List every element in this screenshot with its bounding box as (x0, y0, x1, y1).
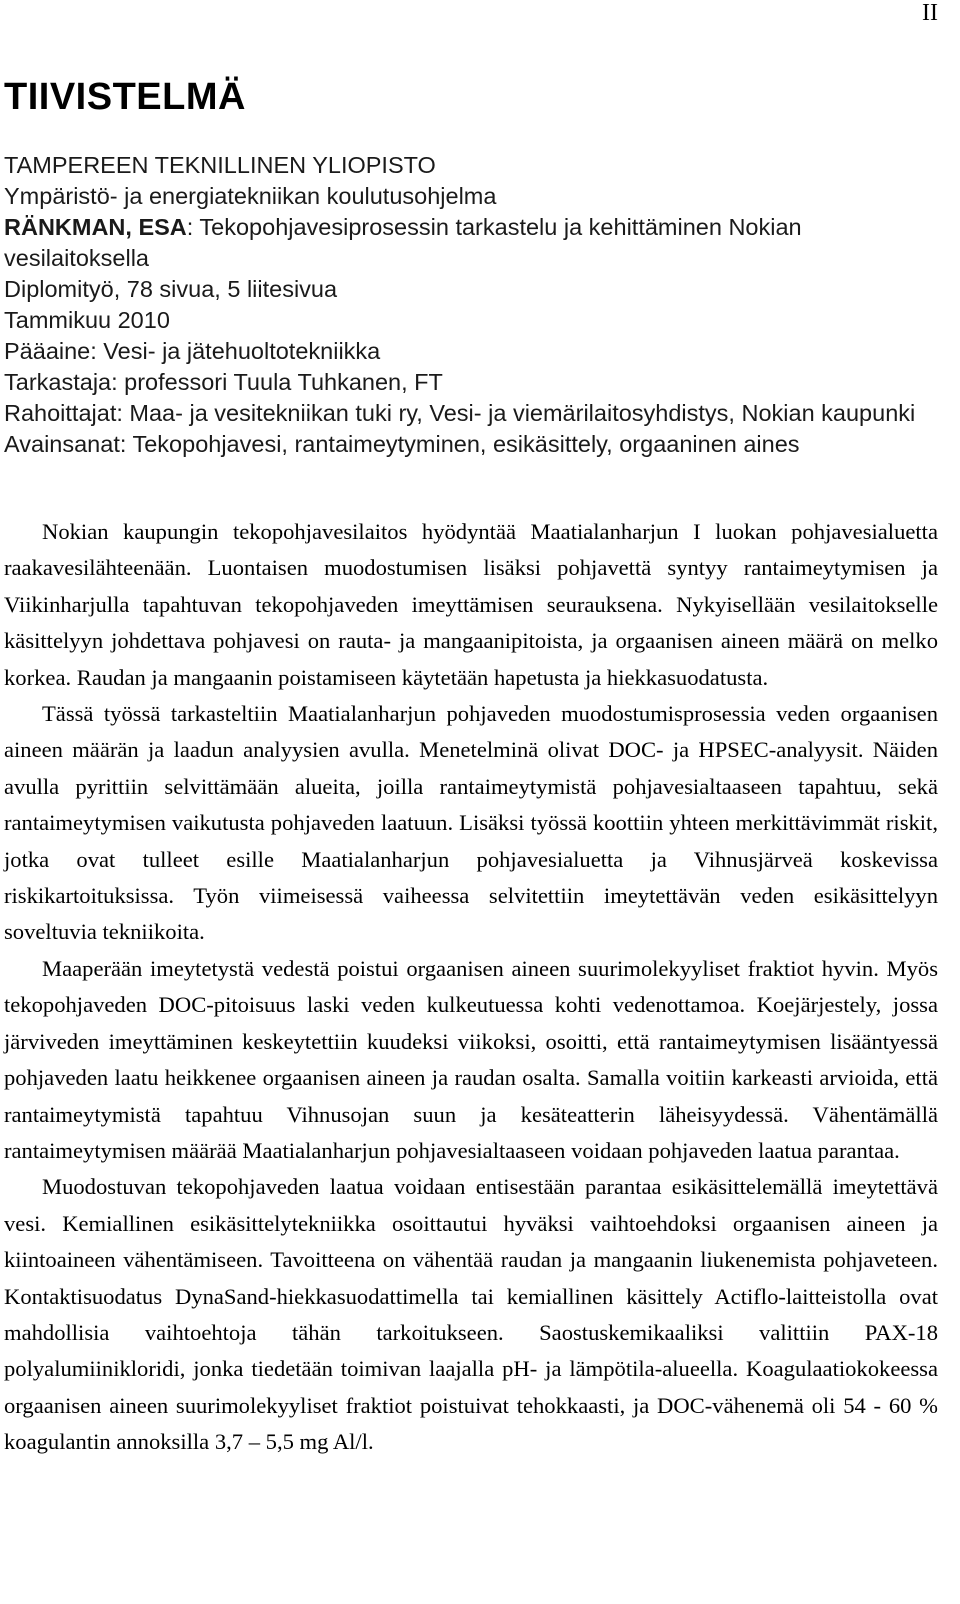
university-line: TAMPEREEN TEKNILLINEN YLIOPISTO (4, 152, 436, 178)
abstract-paragraph: Muodostuvan tekopohjaveden laatua voidaan entisestään parantaa esikäsittelemällä imeytettävä vesi. Kemiallinen esikäsittelytekniikka osoittautui hyväksi vaihtoehdoksi orgaanisen aineen ja kiintoaineen vähentämiseen. Tavoitteena on vähentää raudan ja mangaanin liukenemista pohjaveteen. Kontaktisuodatus DynaSand-hiekkasuodattimella tai kemiallinen käsittely Actiflo-laitteistolla ovat mahdollisia vaihtoehtoja tähän tarkoitukseen. Saostuskemikaaliksi valittiin PAX-18 polyalumiinikloridi, jonka tiedetään toimivan laajalla pH- ja lämpötila-alueella. Koagulaatiokokeessa orgaanisen aineen suurimolekyyliset fraktiot poistuivat tehokkaasti, ja DOC-vähenemä oli 54 - 60 % koagulantin annoksilla 3,7 – 5,5 mg Al/l. (4, 1174, 938, 1455)
author-title-line (4, 212, 944, 274)
date-line: Tammikuu 2010 (4, 307, 170, 333)
thesis-metadata (4, 150, 944, 460)
funders-line: Rahoittajat: Maa- ja vesitekniikan tuki ry, Vesi- ja viemärilaitosyhdistys, Nokian kaupunki (4, 400, 916, 426)
thesis-info-line: Diplomityö, 78 sivua, 5 liitesivua (4, 276, 338, 302)
abstract-paragraph: Nokian kaupungin tekopohjavesilaitos hyödyntää Maatialanharjun I luokan pohjavesialuetta raakavesilähteenään. Luontaisen muodostumisen lisäksi pohjavettä syntyy rantaimeytymisen ja Viikinharjulla tapahtuvan tekopohjaveden imeyttämisen seurauksena. Nykyisellään vesilaitokselle käsittelyyn johdettava pohjavesi on rauta- ja mangaanipitoista, ja orgaanisen aineen määrä on melko korkea. Raudan ja mangaanin poistamiseen käytetään hapetusta ja hiekkasuodatusta. (4, 519, 938, 690)
page-number: II (922, 0, 938, 26)
major-line: Pääaine: Vesi- ja jätehuoltotekniikka (4, 338, 381, 364)
abstract-paragraph: Tässä työssä tarkasteltiin Maatialanharjun pohjaveden muodostumisprosessia veden orgaanisen aineen määrän ja laadun analyysien avulla. Menetelminä olivat DOC- ja HPSEC-analyysit. Näiden avulla pyrittiin selvittämään alueita, joilla rantaimeytymistä pohjavesialtaaseen tapahtuu, sekä rantaimeytymisen vaikutusta pohjaveden laatuun. Lisäksi työssä koottiin yhteen merkittävimmät riskit, jotka ovat tulleet esille Maatialanharjun pohjavesialuetta ja Vihnusjärveä koskevissa riskikartoituksissa. Työn viimeisessä vaiheessa selvitettiin imeytettävän veden esikäsittelyyn soveltuvia tekniikoita. (4, 701, 938, 945)
page-title: TIIVISTELMÄ (4, 76, 246, 118)
programme-line: Ympäristö- ja energiatekniikan koulutusohjelma (4, 183, 497, 209)
keywords-line: Avainsanat: Tekopohjavesi, rantaimeytyminen, esikäsittely, orgaaninen aines (4, 431, 800, 457)
abstract-body (4, 514, 938, 1461)
thesis-title: : Tekopohjavesiprosessin tarkastelu ja kehittäminen Nokian vesilaitoksella (4, 214, 802, 271)
examiner-line: Tarkastaja: professori Tuula Tuhkanen, FT (4, 369, 443, 395)
abstract-paragraph: Maaperään imeytetystä vedestä poistui orgaanisen aineen suurimolekyyliset fraktiot hyvin. Myös tekopohjaveden DOC-pitoisuus laski veden kulkeutuessa kohti vedenottamoa. Koejärjestely, jossa järviveden imeyttäminen keskeytettiin kuudeksi viikoksi, osoitti, että rantaimeytymisen lisääntyessä pohjaveden laatu heikkenee orgaanisen aineen ja raudan osalta. Samalla voitiin karkeasti arvioida, että rantaimeytymistä tapahtuu Vihnusojan suun ja kesäteatterin läheisyydessä. Vähentämällä rantaimeytymisen määrää Maatialanharjun pohjavesialtaaseen voidaan pohjaveden laatua parantaa. (4, 955, 938, 1163)
author-name: RÄNKMAN, ESA (4, 214, 187, 240)
